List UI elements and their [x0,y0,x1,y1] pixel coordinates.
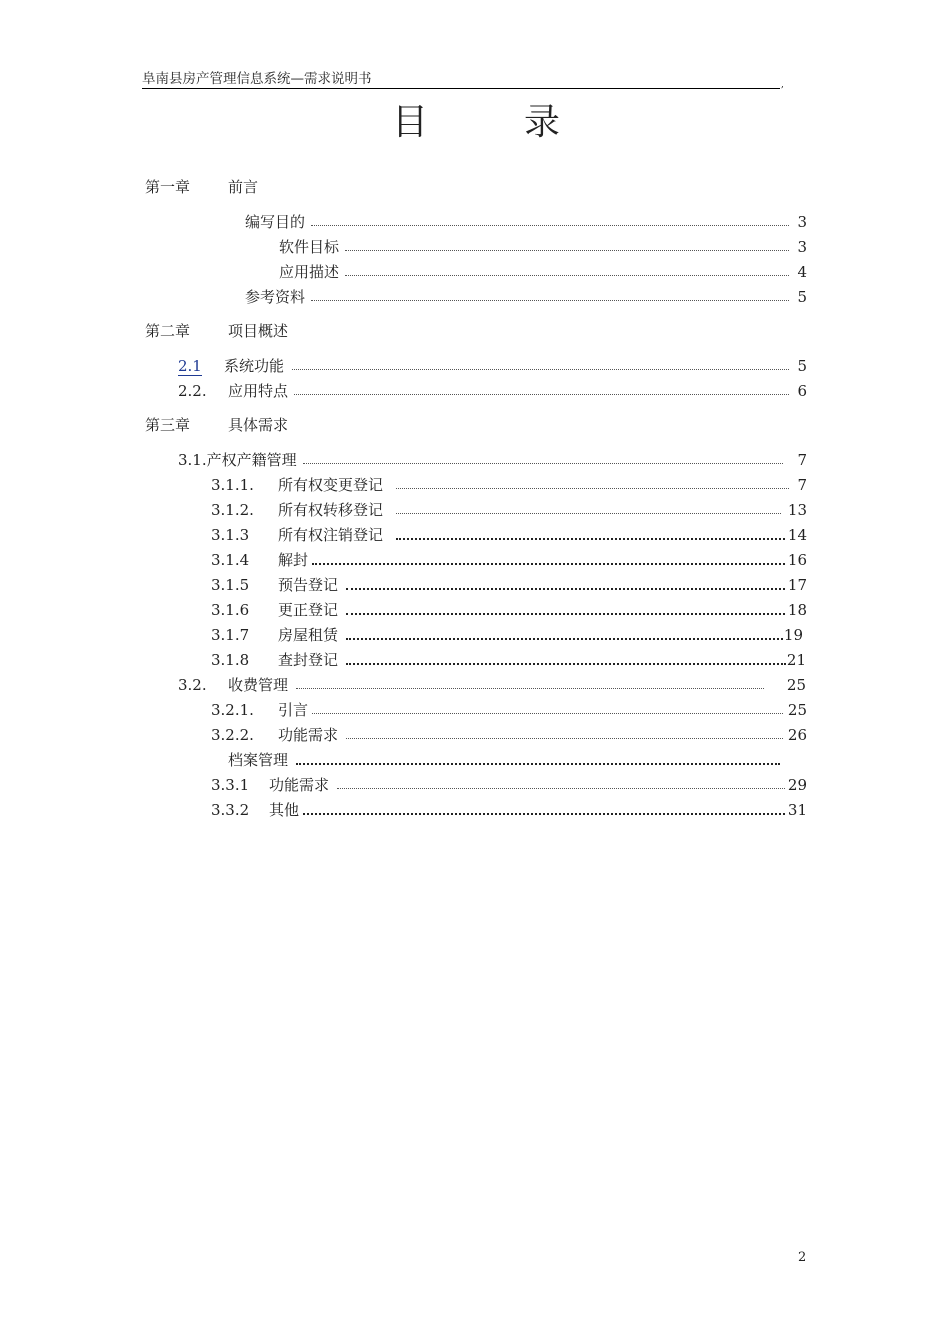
toc-entry-label: 所有权注销登记 [278,526,384,544]
toc-entry-3-3-2[interactable] [211,800,807,820]
toc-leader-dots [311,225,789,226]
toc-leader-dots [346,588,785,590]
toc-leader-dots [294,394,789,395]
header-title: 阜南县房产管理信息系统—需求说明书 [142,71,372,87]
toc-entry-number: 3.3.1 [211,776,250,794]
toc-entry-label: 引言 [278,701,309,719]
toc-entry-page: 26 [787,726,807,744]
toc-entry-page: 3 [797,213,807,231]
toc-leader-dots [396,538,785,540]
toc-leader-dots [312,713,783,714]
toc-entry-3-2-1[interactable] [211,700,807,720]
toc-entry-number: 3.3.2 [211,801,250,819]
toc-entry-page: 13 [787,501,807,519]
chapter-title: 具体需求 [228,416,289,434]
toc-leader-dots [292,369,789,370]
toc-leader-dots [296,688,764,689]
toc-leader-dots [346,613,785,615]
chapter-number: 第二章 [145,322,191,340]
toc-entry-page: 21 [786,651,806,669]
toc-entry-page: 14 [787,526,807,544]
toc-title-char-1: 目 [392,102,429,143]
toc-entry-label: 所有权变更登记 [278,476,384,494]
toc-entry-3-1-2[interactable] [211,500,807,520]
toc-entry-number: 3.2.2. [211,726,254,744]
toc-entry-number: 3.1.5 [211,576,250,594]
toc-entry-page: 25 [787,701,807,719]
toc-leader-dots [311,300,789,301]
toc-entry-page: 25 [786,676,806,694]
toc-entry-label: 其他 [269,801,300,819]
toc-entry-3-2[interactable] [178,675,807,695]
toc-entry-references[interactable] [245,287,807,307]
toc-entry-number: 3.2.1. [211,701,254,719]
toc-entry-page: 7 [797,476,807,494]
toc-entry-page: 17 [787,576,807,594]
toc-entry-label: 参考资料 [245,288,306,306]
toc-leader-dots [345,275,789,276]
toc-entry-software-goal[interactable] [279,237,807,257]
toc-entry-label: 房屋租赁 [278,626,339,644]
toc-entry-page: 5 [797,357,807,375]
toc-entry-number: 3.2. [178,676,207,694]
running-header [142,70,780,89]
toc-entry-page: 16 [787,551,807,569]
toc-entry-label: 应用特点 [228,382,289,400]
toc-entry-label: 软件目标 [279,238,340,256]
toc-leader-dots [337,788,785,789]
toc-entry-3-1[interactable] [178,450,807,470]
toc-entry-number: 3.1.2. [211,501,254,519]
toc-leader-dots [296,763,780,765]
toc-entry-label: 解封 [278,551,309,569]
toc-entry-2-2[interactable] [178,381,807,401]
toc-entry-number: 3.1.3 [211,526,250,544]
toc-entry-page: 7 [797,451,807,469]
toc-leader-dots [396,488,789,489]
toc-entry-3-3-1[interactable] [211,775,807,795]
toc-leader-dots [346,738,783,739]
toc-entry-label: 系统功能 [224,357,285,375]
toc-entry-3-1-6[interactable] [211,600,807,620]
toc-entry-label: 预告登记 [278,576,339,594]
toc-entry-number: 3.1.6 [211,601,250,619]
chapter-heading-2[interactable] [145,321,288,341]
toc-entry-page: 19 [783,626,803,644]
toc-entry-label: 应用描述 [279,263,340,281]
toc-entry-number: 2.2. [178,382,207,400]
chapter-number: 第三章 [145,416,191,434]
toc-leader-dots [303,463,783,464]
toc-entry-3-1-3[interactable] [211,525,807,545]
toc-entry-3-2-2[interactable] [211,725,807,745]
toc-entry-page: 5 [797,288,807,306]
toc-leader-dots [346,663,786,665]
toc-entry-writing-purpose[interactable] [245,212,807,232]
toc-entry-label: 更正登记 [278,601,339,619]
toc-title [380,100,580,146]
toc-entry-number: 3.1.产权产籍管理 [178,451,297,469]
chapter-number: 第一章 [145,178,191,196]
toc-entry-label: 所有权转移登记 [278,501,384,519]
toc-entry-label: 功能需求 [269,776,330,794]
toc-entry-label: 收费管理 [228,676,289,694]
toc-entry-3-1-7[interactable] [211,625,807,645]
toc-entry-page: 6 [797,382,807,400]
toc-entry-page: 31 [787,801,807,819]
toc-entry-number: 3.1.7 [211,626,250,644]
toc-entry-number-link[interactable] [178,356,226,376]
toc-entry-3-1-8[interactable] [211,650,807,670]
chapter-heading-1[interactable] [145,177,258,197]
page-number: 2 [798,1250,807,1265]
chapter-heading-3[interactable] [145,415,288,435]
toc-entry-number: 2.1 [178,357,202,375]
toc-entry-3-1-4[interactable] [211,550,807,570]
chapter-title: 项目概述 [228,322,289,340]
toc-entry-label: 档案管理 [228,751,289,769]
toc-entry-3-1-5[interactable] [211,575,807,595]
toc-entry-app-description[interactable] [279,262,807,282]
toc-leader-dots [345,250,789,251]
toc-entry-label: 编写目的 [245,213,306,231]
toc-entry-page: 4 [797,263,807,281]
toc-entry-page: 18 [787,601,807,619]
toc-entry-2-1[interactable] [178,356,807,376]
toc-entry-number: 3.1.1. [211,476,254,494]
toc-entry-page: 3 [797,238,807,256]
toc-leader-dots [303,813,785,815]
toc-title-char-2: 录 [524,102,561,143]
toc-leader-dots [396,513,781,514]
toc-leader-dots [312,563,785,565]
header-mark: , [781,80,784,90]
toc-leader-dots [346,638,783,640]
toc-entry-archive-management[interactable] [228,750,782,770]
toc-entry-3-1-1[interactable] [211,475,807,495]
toc-entry-label: 查封登记 [278,651,339,669]
toc-entry-number: 3.1.4 [211,551,250,569]
chapter-title: 前言 [228,178,259,196]
toc-entry-page: 29 [787,776,807,794]
toc-entry-label: 功能需求 [278,726,339,744]
toc-entry-number: 3.1.8 [211,651,250,669]
